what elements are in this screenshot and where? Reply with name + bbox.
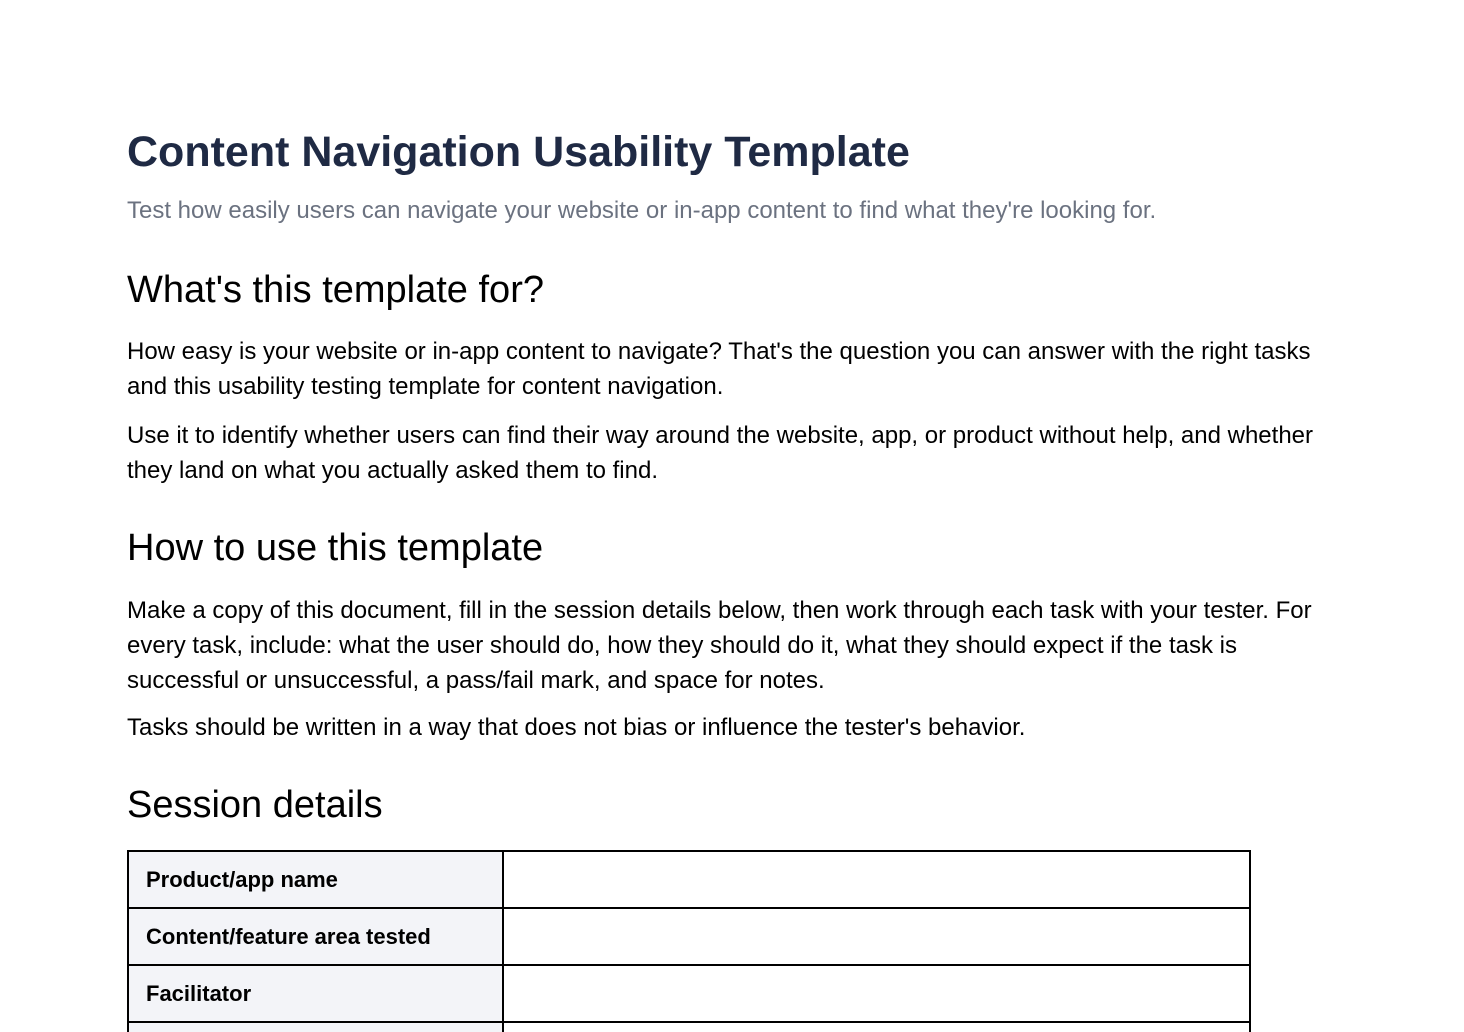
section-heading-session-details: Session details bbox=[127, 784, 383, 826]
session-value-product-name[interactable] bbox=[503, 851, 1250, 908]
table-row bbox=[128, 1022, 1250, 1032]
session-value-facilitator[interactable] bbox=[503, 965, 1250, 1022]
session-label-product-name: Product/app name bbox=[128, 851, 503, 908]
table-row bbox=[128, 908, 1250, 965]
session-value-next[interactable] bbox=[503, 1022, 1250, 1032]
how-to-use-paragraph-1: Make a copy of this document, fill in the session details below, then work through each task with your tester. For every task, include: what the user should do, how they should do it, what they should expect if the task is successful or unsuccessful, a pass/fail mark, and space for notes. bbox=[127, 597, 1312, 694]
session-value-area-tested[interactable] bbox=[503, 908, 1250, 965]
table-row bbox=[128, 851, 1250, 908]
how-to-use-paragraph-2: Tasks should be written in a way that does not bias or influence the tester's behavior. bbox=[127, 714, 1026, 741]
session-label-facilitator: Facilitator bbox=[128, 965, 503, 1022]
table-row bbox=[128, 965, 1250, 1022]
session-label-area-tested: Content/feature area tested bbox=[128, 908, 503, 965]
page-title: Content Navigation Usability Template bbox=[127, 128, 910, 176]
section-heading-how-to-use: How to use this template bbox=[127, 527, 544, 569]
whats-for-paragraph-1: How easy is your website or in-app content to navigate? That's the question you can answer with the right tasks and this usability testing template for content navigation. bbox=[127, 338, 1311, 400]
section-heading-whats-for: What's this template for? bbox=[127, 269, 544, 311]
whats-for-paragraph-2: Use it to identify whether users can find their way around the website, app, or product without help, and whether they land on what you actually asked them to find. bbox=[127, 422, 1314, 484]
session-label-next bbox=[128, 1022, 503, 1032]
page-subtitle: Test how easily users can navigate your website or in-app content to find what they're looking for. bbox=[127, 197, 1157, 224]
session-details-table bbox=[127, 850, 1251, 1032]
